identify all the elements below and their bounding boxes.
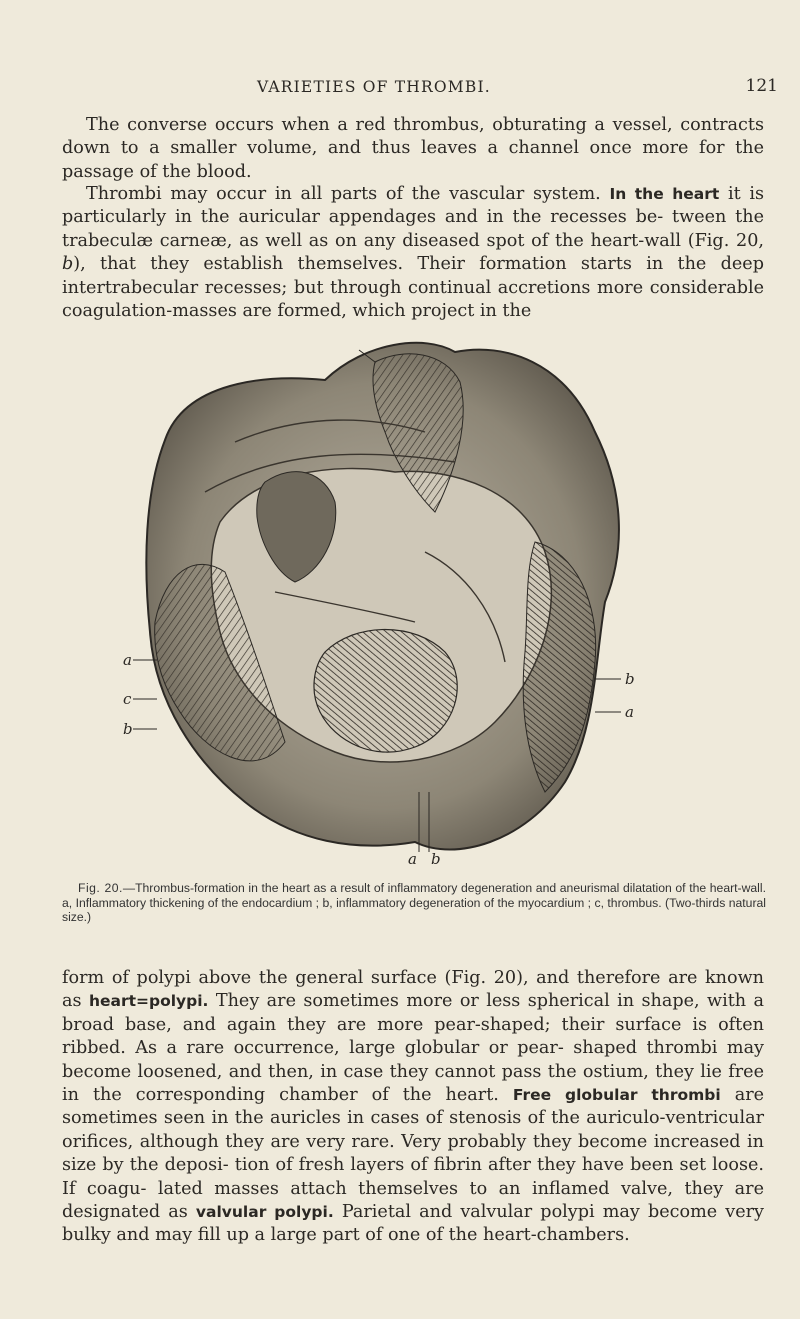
paragraph-3 — [62, 967, 764, 1248]
figure-caption — [62, 881, 766, 925]
figure-caption-text: —Thrombus-formation in the heart as a result of inflammatory degeneration and aneurismal dilatation of the heart-wall. a, Inflammatory thickening of the endocardium ; b, inflammatory degeneration of the myocardium ; c, thrombus. (Two-thirds natural size.) — [62, 881, 766, 925]
term-free-globular-thrombi: Free globular thrombi — [512, 1086, 721, 1105]
paragraph-2-text-b: it is particularly in the auricular appendages and in the recesses be- tween the trabeculæ carneæ, as well as on any diseased spot of the heart-wall (Fig. 20, — [62, 184, 764, 251]
paragraph-2-text-a: Thrombi may occur in all parts of the vascular system. — [86, 184, 601, 204]
paragraph-3-text-b: They are sometimes more or less spherical in shape, with a broad base, and again they are more pear-shaped; their surface is often ribbed. As a rare occurrence, large globular or pear- shaped thrombi may become loosened, and then, in case they cannot pass the ostium, they lie free in the corresponding chamber of the heart. — [62, 991, 764, 1106]
figure-number: Fig. 20. — [78, 881, 123, 895]
term-heart-polypi: heart=polypi. — [88, 992, 209, 1011]
figure-label-b-right: b — [625, 670, 635, 688]
figure-label-a-right: a — [625, 703, 634, 721]
figure-label-b-left: b — [123, 720, 133, 738]
page-header — [0, 78, 800, 102]
paragraph-3-text-c: are sometimes seen in the auricles in cases of stenosis of the auriculo-ventricular orifices, although they are very rare. Very probably they become increased in size by the deposi- tion of fresh layers of fibrin after they have been set loose. If coagu- lated masses attach themselves to an inflamed valve, they are designated as — [62, 1085, 765, 1223]
paragraph-3-text-a: form of polypi above the general surface (Fig. 20), and therefore are known as — [62, 968, 764, 1012]
running-title: VARIETIES OF THROMBI. — [257, 78, 491, 96]
figure-label-b-bottom: b — [431, 850, 441, 868]
figure-label-a-bottom: a — [408, 850, 417, 868]
page-number: 121 — [745, 76, 778, 96]
figure-label-c-left: c — [123, 690, 132, 708]
paragraph-1: The converse occurs when a red thrombus, obturating a vessel, contracts down to a smaller volume, and thus leaves a channel once more for the passage of the blood. — [62, 115, 764, 182]
heart-thrombus-figure — [123, 322, 665, 868]
figure-reference-b: b — [62, 254, 74, 275]
paragraph-2-text-c: ), that they establish themselves. Their formation starts in the deep intertrabecular recesses; but through continual accretions more considerable coagulation-masses are formed, which project in the — [62, 254, 764, 322]
term-valvular-polypi: valvular polypi. — [195, 1203, 334, 1222]
term-in-the-heart: In the heart — [609, 185, 720, 203]
figure-label-a-left: a — [123, 651, 132, 669]
paragraph-2 — [62, 183, 764, 323]
heart-illustration — [123, 322, 665, 868]
paragraph-3-text-d: Parietal and valvular polypi may become very bulky and may fill up a large part of one of the heart-chambers. — [62, 1202, 764, 1246]
